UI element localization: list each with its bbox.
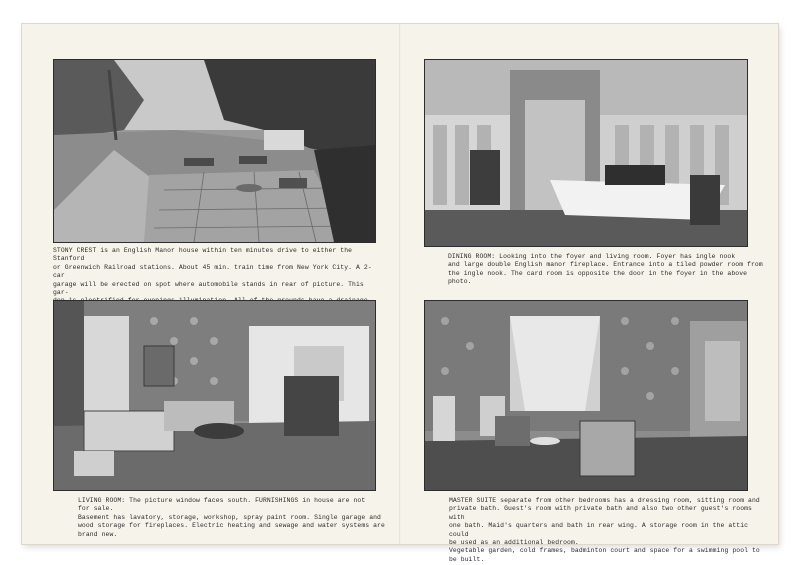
center-fold [399, 24, 401, 544]
master-caption: MASTER SUITE separate from other bedrooms has a dressing room, sitting room and private bath. Guest's room with private bath and also two other guest's rooms with one bath. Maid's quarters and bath in rear wing. A storage room in the attic could be used as an additional bedroom. Vegetable garden, cold frames, badminton court and space for a swimming pool to be built. [449, 497, 760, 563]
living-caption: LIVING ROOM: The picture window faces south. FURNISHINGS in house are not for sale. Basement has lavatory, storage, workshop, spray paint room. Single garage and wood storage for fireplaces. Electric heating and sewage and water systems are brand new. [78, 497, 385, 538]
dining-caption: DINING ROOM: Looking into the foyer and living room. Foyer has ingle nook and large double English manor fireplace. Entrance into a tiled powder room from the ingle nook. The card room is opposite the door in the foyer in the above photo. [448, 253, 763, 286]
master-suite-photo [424, 300, 748, 491]
exterior-terrace-photo [53, 59, 376, 243]
exterior-caption: STONY CREST is an English Manor house within ten minutes drive to either the Stanford or Greenwich Railroad stations. About 45 min. train time from New York City. A 2-car garage will be erected on spot where automobile stands in rear of picture. This gar- [53, 247, 372, 297]
living-room-photo [53, 300, 376, 491]
dining-room-photo [424, 59, 748, 247]
